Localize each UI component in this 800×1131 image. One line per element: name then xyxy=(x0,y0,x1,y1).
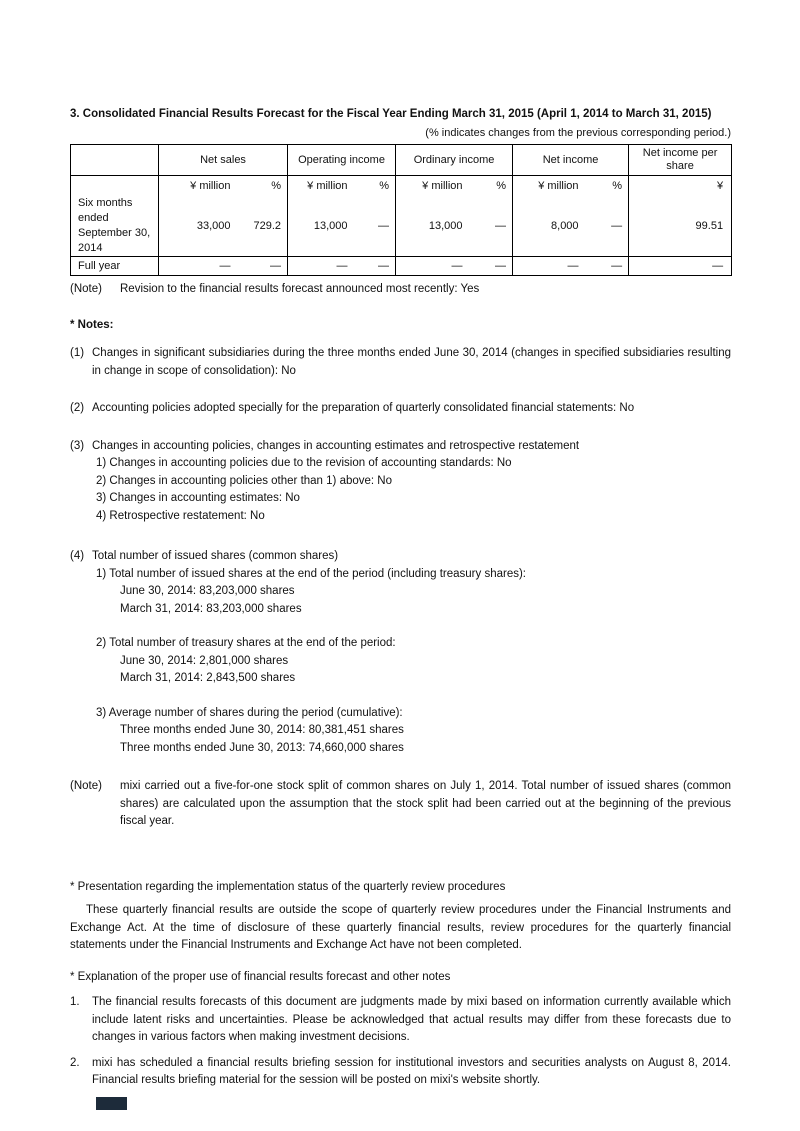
note-item-1 xyxy=(70,345,731,380)
cell-fy-net-income-percent: — xyxy=(587,257,629,276)
forecast-use-item-2 xyxy=(70,1055,731,1090)
note-4-sub3-line-2: Three months ended June 30, 2013: 74,660,000 shares xyxy=(120,741,404,754)
note-4-label: (4) xyxy=(70,550,85,562)
units-row-label-cell xyxy=(71,176,159,197)
note-3-sub-2: 2) Changes in accounting policies other than 1) above: No xyxy=(96,474,392,487)
stock-split-note xyxy=(70,778,731,831)
note-4-sub3-line-1: Three months ended June 30, 2014: 80,381,451 shares xyxy=(120,724,404,736)
note-item-2 xyxy=(70,400,731,418)
forecast-use-item-1 xyxy=(70,994,731,1047)
review-procedures-heading: * Presentation regarding the implementation status of the quarterly review procedures xyxy=(70,880,506,893)
cell-operating-income-amount: 13,000 xyxy=(288,196,356,257)
note-item-3 xyxy=(70,438,731,526)
forecast-use-item-1-text: The financial results forecasts of this document are judgments made by mixi based on information currently available which include latent risks and uncertainties. Please be acknowledged that actual results may differ from these forecasts due to changes in various factors when making investment decisions. xyxy=(92,996,731,1043)
table-row-six-months xyxy=(71,196,732,257)
note-3-subitems xyxy=(96,455,731,525)
table-note-label: (Note) xyxy=(70,283,102,295)
unit-net-sales-amount: ¥ million xyxy=(190,179,231,192)
forecast-use-item-1-label: 1. xyxy=(70,996,80,1008)
unit-net-income-amount: ¥ million xyxy=(538,179,579,192)
note-2-label: (2) xyxy=(70,402,85,414)
col-header-net-sales: Net sales xyxy=(159,145,288,176)
unit-per-share-yen: ¥ xyxy=(629,176,732,197)
row-label-six-months: Six months ended September 30, 2014 xyxy=(71,196,159,257)
note-4-sub2-line-1: June 30, 2014: 2,801,000 shares xyxy=(120,654,289,667)
unit-ordinary-income-percent: % xyxy=(471,176,513,197)
table-header-row xyxy=(71,145,732,176)
cell-fy-ordinary-income-amount: — xyxy=(396,257,471,276)
table-revision-note xyxy=(70,281,731,299)
table-row-full-year xyxy=(71,257,732,276)
note-2-text: Accounting policies adopted specially for the preparation of quarterly consolidated financial statements: No xyxy=(92,402,635,414)
col-header-net-income-per-share: Net income per share xyxy=(629,145,732,176)
note-3-sub-4: 4) Retrospective restatement: No xyxy=(96,509,265,522)
forecast-table xyxy=(70,144,732,276)
forecast-use-item-2-label: 2. xyxy=(70,1056,80,1069)
unit-ordinary-income-amount: ¥ million xyxy=(422,179,463,192)
footer-logo xyxy=(96,1097,127,1110)
col-header-ordinary-income: Ordinary income xyxy=(396,145,513,176)
forecast-use-heading: * Explanation of the proper use of financial results forecast and other notes xyxy=(70,970,451,983)
cell-fy-net-sales-amount: — xyxy=(159,257,239,276)
note-4-sub3-title: 3) Average number of shares during the period (cumulative): xyxy=(96,706,403,719)
cell-fy-ordinary-income-percent: — xyxy=(471,257,513,276)
note-1-label: (1) xyxy=(70,347,85,359)
note-3-label: (3) xyxy=(70,439,85,452)
cell-operating-income-percent: — xyxy=(356,196,396,257)
note-item-4 xyxy=(70,548,731,757)
note-4-sub2-title: 2) Total number of treasury shares at the end of the period: xyxy=(96,637,396,649)
cell-net-sales-percent: 729.2 xyxy=(239,196,288,257)
col-header-operating-income: Operating income xyxy=(288,145,396,176)
cell-fy-operating-income-percent: — xyxy=(356,257,396,276)
cell-ordinary-income-amount: 13,000 xyxy=(396,196,471,257)
row-label-full-year: Full year xyxy=(71,257,159,276)
note-4-sub1-line-2: March 31, 2014: 83,203,000 shares xyxy=(120,602,302,615)
table-note-text: Revision to the financial results forecast announced most recently: Yes xyxy=(120,283,480,295)
note-3-text: Changes in accounting policies, changes in accounting estimates and retrospective restatement xyxy=(92,439,580,452)
cell-net-income-percent: — xyxy=(587,196,629,257)
col-header-net-income: Net income xyxy=(513,145,629,176)
table-corner-cell xyxy=(71,145,159,176)
note-3-sub-1: 1) Changes in accounting policies due to the revision of accounting standards: No xyxy=(96,457,512,469)
cell-fy-net-sales-percent: — xyxy=(239,257,288,276)
cell-fy-operating-income-amount: — xyxy=(288,257,356,276)
stock-split-note-label: (Note) xyxy=(70,780,102,792)
unit-net-sales-percent: % xyxy=(239,176,288,197)
note-3-sub-3: 3) Changes in accounting estimates: No xyxy=(96,492,300,504)
note-4-sub1-title: 1) Total number of issued shares at the end of the period (including treasury shares): xyxy=(96,567,526,580)
stock-split-note-text: mixi carried out a five-for-one stock split of common shares on July 1, 2014. Total number of issued shares (common shares) are calculated upon the assumption that the stock split had been carried out at the beginning of the previous fiscal year. xyxy=(120,780,731,827)
notes-heading: * Notes: xyxy=(70,318,114,331)
unit-operating-income-amount: ¥ million xyxy=(307,179,348,192)
section-title: 3. Consolidated Financial Results Forecast for the Fiscal Year Ending March 31, 2015 (April 1, 2014 to March 31, 2015) xyxy=(70,108,712,120)
cell-fy-net-income-amount: — xyxy=(513,257,587,276)
review-procedures-body: These quarterly financial results are outside the scope of quarterly review procedures under the Financial Instruments and Exchange Act. At the time of disclosure of these quarterly financial results, review procedures for the quarterly financial statements under the Financial Instruments and Exchange Act have not been completed. xyxy=(70,904,731,951)
unit-operating-income-percent: % xyxy=(356,176,396,197)
cell-ordinary-income-percent: — xyxy=(471,196,513,257)
cell-net-income-amount: 8,000 xyxy=(513,196,587,257)
unit-net-income-percent: % xyxy=(587,176,629,197)
note-4-sub1-line-1: June 30, 2014: 83,203,000 shares xyxy=(120,585,295,597)
cell-net-income-per-share: 99.51 xyxy=(629,196,732,257)
note-1-text: Changes in significant subsidiaries during the three months ended June 30, 2014 (changes in specified subsidiaries resulting in change in scope of consolidation): No xyxy=(92,347,731,377)
note-4-sub2-line-2: March 31, 2014: 2,843,500 shares xyxy=(120,672,296,684)
forecast-use-item-2-text: mixi has scheduled a financial results briefing session for institutional investors and securities analysts on August 8, 2014. Financial results briefing material for the session will be posted on mixi's website shortly. xyxy=(92,1056,731,1086)
note-4-text: Total number of issued shares (common shares) xyxy=(92,550,339,562)
percent-change-note: (% indicates changes from the previous corresponding period.) xyxy=(425,127,731,139)
cell-net-sales-amount: 33,000 xyxy=(159,196,239,257)
table-units-row xyxy=(71,176,732,197)
document-content xyxy=(70,106,731,1090)
cell-fy-net-income-per-share: — xyxy=(629,257,732,276)
